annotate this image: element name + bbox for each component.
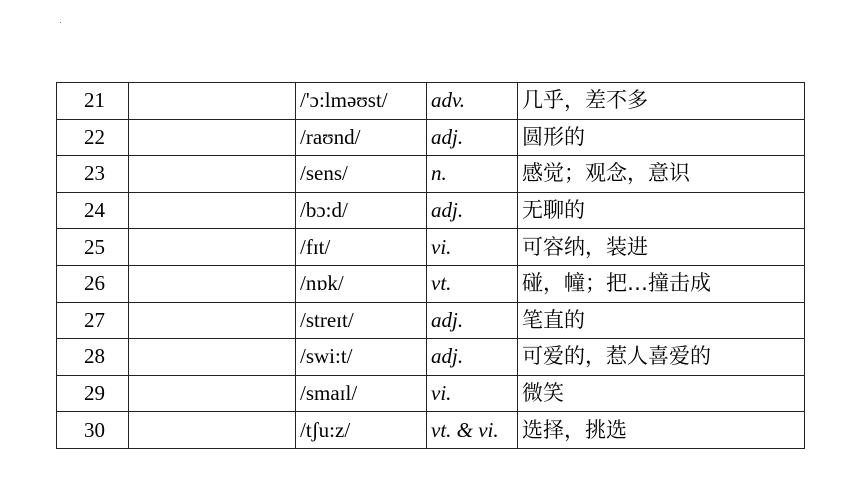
table-row [57, 302, 805, 339]
meaning-cell: 选择，挑选 [518, 412, 805, 449]
row-number: 24 [57, 192, 129, 229]
row-number: 28 [57, 339, 129, 376]
word-cell [129, 229, 296, 266]
meaning-cell: 碰，幢；把…撞击成 [518, 265, 805, 302]
row-number: 21 [57, 83, 129, 120]
word-cell [129, 302, 296, 339]
corner-dot [60, 22, 61, 23]
meaning-cell: 微笑 [518, 375, 805, 412]
part-of-speech-cell: adj. [427, 302, 518, 339]
phonetic-cell: /tʃu:z/ [296, 412, 427, 449]
row-number: 22 [57, 119, 129, 156]
word-cell [129, 412, 296, 449]
phonetic-cell: /smaɪl/ [296, 375, 427, 412]
table-row [57, 265, 805, 302]
meaning-cell: 可爱的，惹人喜爱的 [518, 339, 805, 376]
word-cell [129, 119, 296, 156]
meaning-cell: 圆形的 [518, 119, 805, 156]
meaning-cell: 笔直的 [518, 302, 805, 339]
table-row [57, 229, 805, 266]
phonetic-cell: /sens/ [296, 156, 427, 193]
word-cell [129, 265, 296, 302]
part-of-speech-cell: vt. & vi. [427, 412, 518, 449]
table-row [57, 192, 805, 229]
meaning-cell: 感觉；观念，意识 [518, 156, 805, 193]
row-number: 23 [57, 156, 129, 193]
word-cell [129, 339, 296, 376]
row-number: 27 [57, 302, 129, 339]
part-of-speech-cell: vt. [427, 265, 518, 302]
part-of-speech-cell: adj. [427, 119, 518, 156]
row-number: 29 [57, 375, 129, 412]
table-row [57, 412, 805, 449]
word-cell [129, 156, 296, 193]
table-row [57, 83, 805, 120]
part-of-speech-cell: adv. [427, 83, 518, 120]
word-cell [129, 375, 296, 412]
word-cell [129, 192, 296, 229]
part-of-speech-cell: vi. [427, 229, 518, 266]
vocabulary-table-body [57, 83, 805, 449]
phonetic-cell: /streɪt/ [296, 302, 427, 339]
phonetic-cell: /fɪt/ [296, 229, 427, 266]
meaning-cell: 可容纳，装进 [518, 229, 805, 266]
part-of-speech-cell: n. [427, 156, 518, 193]
row-number: 30 [57, 412, 129, 449]
vocabulary-table [56, 82, 805, 449]
meaning-cell: 无聊的 [518, 192, 805, 229]
row-number: 25 [57, 229, 129, 266]
phonetic-cell: /raʊnd/ [296, 119, 427, 156]
part-of-speech-cell: adj. [427, 339, 518, 376]
table-row [57, 375, 805, 412]
phonetic-cell: /nɒk/ [296, 265, 427, 302]
meaning-cell: 几乎，差不多 [518, 83, 805, 120]
word-cell [129, 83, 296, 120]
part-of-speech-cell: vi. [427, 375, 518, 412]
table-row [57, 339, 805, 376]
phonetic-cell: /'ɔ:lməʊst/ [296, 83, 427, 120]
row-number: 26 [57, 265, 129, 302]
table-row [57, 156, 805, 193]
table-row [57, 119, 805, 156]
phonetic-cell: /swi:t/ [296, 339, 427, 376]
phonetic-cell: /bɔ:d/ [296, 192, 427, 229]
part-of-speech-cell: adj. [427, 192, 518, 229]
